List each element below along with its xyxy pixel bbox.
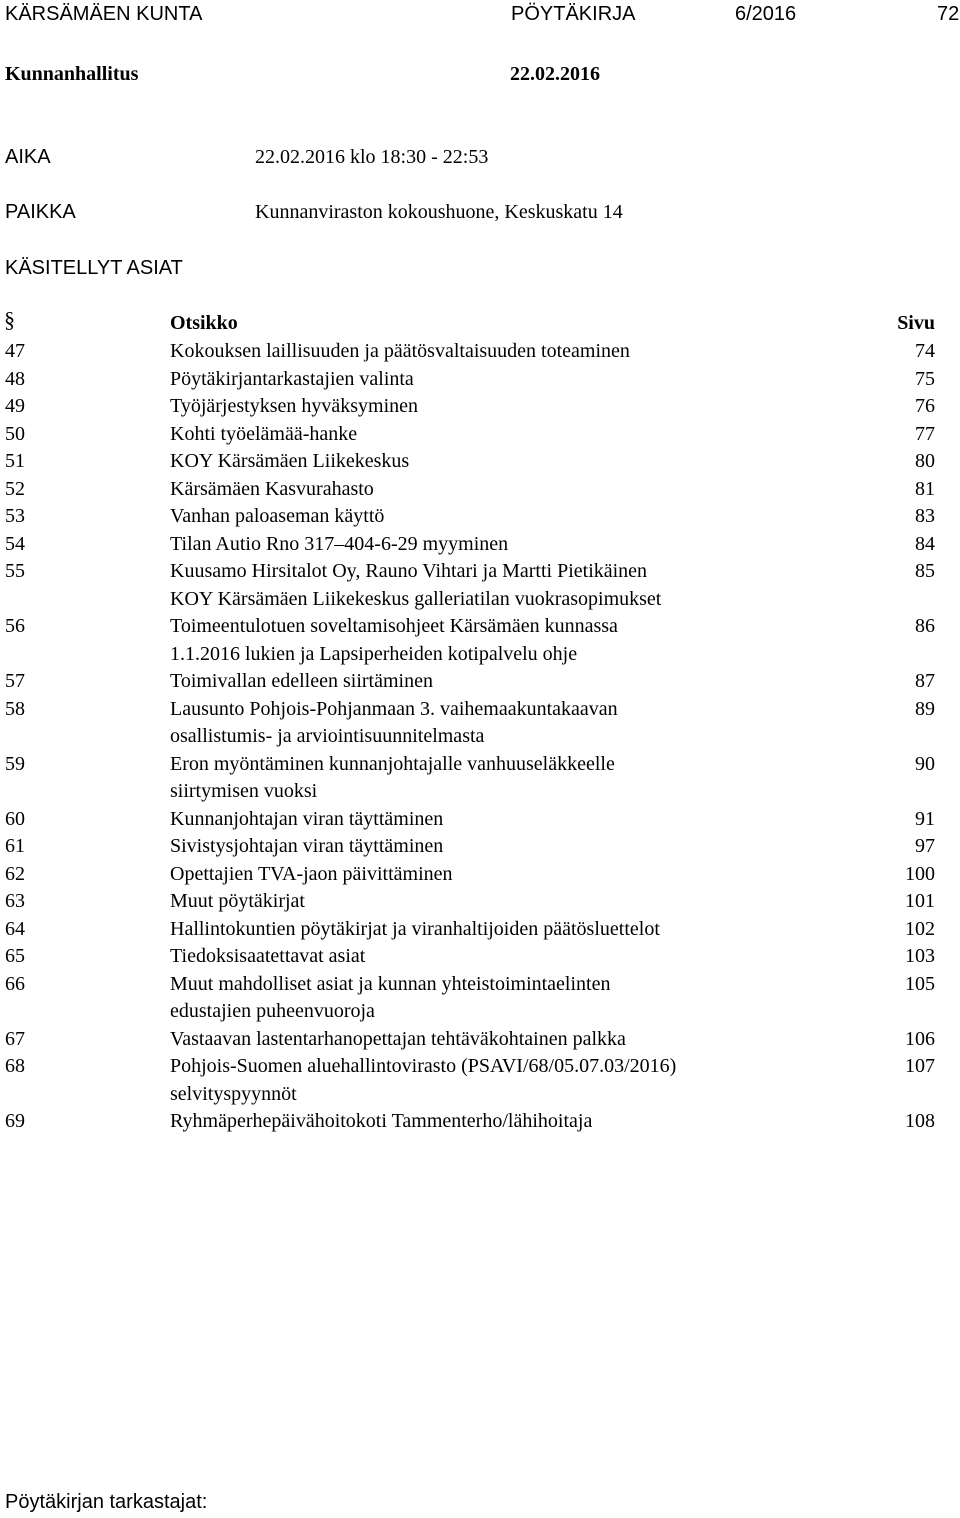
agenda-item-page: 97 <box>915 835 935 857</box>
agenda-item-number: 61 <box>5 835 25 857</box>
agenda-item-page: 106 <box>905 1027 935 1050</box>
agenda-item-title: Tiedoksisaatettavat asiat <box>170 945 366 967</box>
agenda-item-page: 100 <box>905 862 935 885</box>
agenda-item-page: 75 <box>915 367 935 390</box>
agenda-item-number: 69 <box>5 1110 25 1132</box>
agenda-item-title: KOY Kärsämäen Liikekeskus galleriatilan vuokrasopimukset <box>170 587 662 610</box>
agenda-item-number: 57 <box>5 670 25 692</box>
agenda-item-page: 80 <box>915 450 935 472</box>
agenda-item-page: 84 <box>915 532 935 555</box>
agenda-item-title: Eron myöntäminen kunnanjohtajalle vanhuuseläkkeelle <box>170 752 615 775</box>
agenda-item-title: KOY Kärsämäen Liikekeskus <box>170 450 410 472</box>
agenda-item-title: Pöytäkirjantarkastajien valinta <box>170 367 414 390</box>
agenda-item-page: 74 <box>915 340 935 362</box>
agenda-item-number: 65 <box>5 945 25 967</box>
agenda-item-page: 105 <box>905 972 935 995</box>
agenda-item-number: 63 <box>5 890 25 912</box>
agenda-item-title: selvityspyynnöt <box>170 1082 297 1105</box>
agenda-item-page: 107 <box>905 1055 935 1077</box>
agenda-item-title: Sivistysjohtajan viran täyttäminen <box>170 835 444 857</box>
agenda-item-title: edustajien puheenvuoroja <box>170 1000 375 1022</box>
place-label: PAIKKA <box>5 201 76 223</box>
time-value: 22.02.2016 klo 18:30 - 22:53 <box>255 146 489 168</box>
agenda-item-number: 48 <box>5 367 25 390</box>
agenda-item-page: 91 <box>915 807 935 830</box>
agenda-item-number: 56 <box>5 615 25 637</box>
agenda-item-number: 53 <box>5 505 25 527</box>
agenda-item-title: Kokouksen laillisuuden ja päätösvaltaisuuden toteaminen <box>170 340 630 362</box>
agenda-item-page: 83 <box>915 505 935 527</box>
agenda-item-page: 108 <box>905 1110 935 1132</box>
agenda-item-title: Kärsämäen Kasvurahasto <box>170 477 374 500</box>
agenda-item-title: Kuusamo Hirsitalot Oy, Rauno Vihtari ja Martti Pietikäinen <box>170 560 648 582</box>
agenda-item-title: 1.1.2016 lukien ja Lapsiperheiden kotipalvelu ohje <box>170 642 578 665</box>
agenda-item-number: 59 <box>5 752 25 775</box>
agenda-item-title: Pohjois-Suomen aluehallintovirasto (PSAVI/68/05.07.03/2016) <box>170 1055 677 1077</box>
agenda-item-title: Kohti työelämää-hanke <box>170 422 358 445</box>
agenda-item-number: 49 <box>5 395 25 417</box>
agenda-item-page: 103 <box>905 945 935 967</box>
agenda-item-page: 81 <box>915 477 935 500</box>
agenda-item-title: Muut mahdolliset asiat ja kunnan yhteistoimintaelinten <box>170 972 611 995</box>
agenda-item-number: 60 <box>5 807 25 830</box>
section-mark: § <box>4 307 15 332</box>
agenda-item-title: Muut pöytäkirjat <box>170 890 305 912</box>
agenda-item-page: 76 <box>915 395 935 417</box>
agenda-item-number: 58 <box>5 697 25 720</box>
agenda-item-page: 85 <box>915 560 935 582</box>
agenda-item-title: siirtymisen vuoksi <box>170 780 318 802</box>
agenda-item-title: Hallintokuntien pöytäkirjat ja viranhaltijoiden päätösluettelot <box>170 917 660 940</box>
agenda-item-number: 66 <box>5 972 25 995</box>
place-value: Kunnanviraston kokoushuone, Keskuskatu 14 <box>255 201 623 223</box>
agenda-heading: KÄSITELLYT ASIAT <box>5 257 183 279</box>
agenda-item-title: Ryhmäperhepäivähoitokoti Tammenterho/lähihoitaja <box>170 1110 593 1132</box>
agenda-item-number: 68 <box>5 1055 25 1077</box>
agenda-item-title: Työjärjestyksen hyväksyminen <box>170 395 418 417</box>
agenda-item-number: 47 <box>5 340 25 362</box>
agenda-item-title: Vanhan paloaseman käyttö <box>170 505 385 527</box>
page-number: 72 <box>937 3 960 25</box>
agenda-item-number: 51 <box>5 450 25 472</box>
agenda-item-page: 89 <box>915 697 935 720</box>
meeting-date: 22.02.2016 <box>510 63 600 85</box>
document-type: PÖYTÄKIRJA <box>511 3 636 25</box>
agenda-item-number: 67 <box>5 1027 25 1050</box>
agenda-item-page: 86 <box>915 615 935 637</box>
municipality-name: KÄRSÄMÄEN KUNTA <box>5 3 203 25</box>
agenda-item-title: Opettajien TVA-jaon päivittäminen <box>170 862 453 885</box>
agenda-item-title: Kunnanjohtajan viran täyttäminen <box>170 807 444 830</box>
column-title-header: Otsikko <box>170 312 238 334</box>
agenda-item-page: 102 <box>905 917 935 940</box>
column-page-header: Sivu <box>897 312 935 334</box>
reviewers-label: Pöytäkirjan tarkastajat: <box>5 1491 208 1513</box>
agenda-item-title: Vastaavan lastentarhanopettajan tehtäväkohtainen palkka <box>170 1027 626 1050</box>
agenda-item-page: 90 <box>915 752 935 775</box>
agenda-item-title: Lausunto Pohjois-Pohjanmaan 3. vaihemaakuntakaavan <box>170 697 618 720</box>
meeting-body: Kunnanhallitus <box>5 63 139 85</box>
agenda-item-number: 54 <box>5 532 25 555</box>
agenda-item-number: 50 <box>5 422 25 445</box>
time-label: AIKA <box>5 146 51 168</box>
agenda-item-title: osallistumis- ja arviointisuunnitelmasta <box>170 725 485 747</box>
agenda-item-page: 101 <box>905 890 935 912</box>
agenda-item-number: 55 <box>5 560 25 582</box>
agenda-item-page: 77 <box>915 422 935 445</box>
agenda-item-number: 62 <box>5 862 25 885</box>
agenda-item-number: 52 <box>5 477 25 500</box>
agenda-item-title: Toimeentulotuen soveltamisohjeet Kärsämäen kunnassa <box>170 615 618 637</box>
agenda-item-title: Tilan Autio Rno 317–404-6-29 myyminen <box>170 532 509 555</box>
document-number: 6/2016 <box>735 3 797 25</box>
agenda-item-title: Toimivallan edelleen siirtäminen <box>170 670 433 692</box>
agenda-item-page: 87 <box>915 670 935 692</box>
agenda-item-number: 64 <box>5 917 25 940</box>
